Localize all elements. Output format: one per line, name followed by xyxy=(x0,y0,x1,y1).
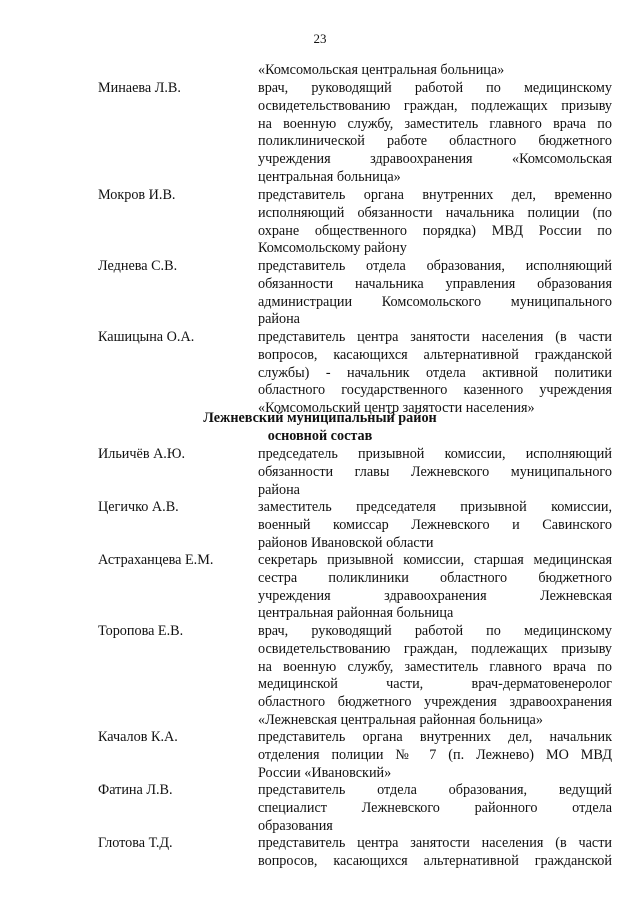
member-name: Цегичко А.В. xyxy=(98,499,179,515)
member-name: Астраханцева Е.М. xyxy=(98,552,214,568)
member-role xyxy=(258,499,612,552)
desc-line: вопросов, касающихся альтернативной гражданской xyxy=(258,852,612,869)
desc-line: «Комсомольский центр занятости населения» xyxy=(258,400,535,417)
desc-line: отделения полиции № 7 (п. Лежнево) МО МВД xyxy=(258,746,612,763)
desc-line: областного государственного казенного учреждения xyxy=(258,382,612,399)
desc-line: центральная больница» xyxy=(258,168,401,185)
desc-line: администрации Комсомольского муниципального xyxy=(258,293,612,310)
desc-line: представитель органа внутренних дел, временно xyxy=(258,187,612,203)
member-role xyxy=(258,258,612,329)
member-role xyxy=(258,782,612,835)
member-name: Минаева Л.В. xyxy=(98,80,181,96)
member-name: Фатина Л.В. xyxy=(98,782,173,798)
member-name: Мокров И.В. xyxy=(98,187,176,203)
desc-line: представитель отдела образования, ведущий xyxy=(258,782,612,798)
desc-line: заместитель председателя призывной комиссии, xyxy=(258,499,612,515)
member-name: Торопова Е.В. xyxy=(98,623,184,639)
member-role xyxy=(258,552,612,623)
member-role xyxy=(258,187,612,258)
desc-line: врач, руководящий работой по медицинскому xyxy=(258,80,612,96)
member-role xyxy=(258,729,612,782)
member-name: Кашицына О.А. xyxy=(98,329,195,345)
desc-line: областного бюджетного учреждения здравоохранения xyxy=(258,694,612,711)
desc-line: учреждения здравоохранения «Комсомольская xyxy=(258,151,612,168)
member-role xyxy=(258,80,612,187)
desc-line: центральная районная больница xyxy=(258,605,454,622)
desc-line: охране общественного порядка) МВД России по xyxy=(258,222,612,239)
desc-line: представитель органа внутренних дел, начальник xyxy=(258,729,612,745)
desc-line: врач, руководящий работой по медицинскому xyxy=(258,623,612,639)
desc-line: обязанности начальника управления образования xyxy=(258,275,612,292)
member-role xyxy=(258,835,612,871)
member-name: Глотова Т.Д. xyxy=(98,835,173,851)
desc-line: специалист Лежневского районного отдела xyxy=(258,799,612,816)
desc-line: поликлинической работе областного бюджетного xyxy=(258,133,612,150)
member-role xyxy=(258,446,612,499)
desc-line: освидетельствованию граждан, подлежащих призыву xyxy=(258,640,612,657)
desc-line: обязанности главы Лежневского муниципального xyxy=(258,463,612,480)
member-role xyxy=(258,623,612,730)
desc-line: района xyxy=(258,311,300,328)
desc-line: на военную службу, заместитель главного врача по xyxy=(258,658,612,675)
desc-line: службы) - начальник отдела активной политики xyxy=(258,364,612,381)
desc-line: вопросов, касающихся альтернативной гражданской xyxy=(258,346,612,363)
member-role xyxy=(258,329,612,418)
member-name: Леднева С.В. xyxy=(98,258,178,274)
desc-line: «Лежневская центральная районная больница» xyxy=(258,711,543,728)
desc-line: образования xyxy=(258,817,333,834)
desc-line: Комсомольскому району xyxy=(258,240,407,257)
desc-line: районов Ивановской области xyxy=(258,534,434,551)
page-number: 23 xyxy=(313,31,327,46)
member-name: Ильичёв А.Ю. xyxy=(98,446,185,462)
desc-line: председатель призывной комиссии, исполняющий xyxy=(258,446,612,462)
member-name: Качалов К.А. xyxy=(98,729,178,745)
desc-line: представитель отдела образования, исполняющий xyxy=(258,258,612,274)
desc-line: России «Ивановский» xyxy=(258,764,392,781)
desc-line: учреждения здравоохранения Лежневская xyxy=(258,587,612,604)
desc-line: секретарь призывной комиссии, старшая медицинская xyxy=(258,552,612,568)
desc-line: представитель центра занятости населения (в части xyxy=(258,835,612,851)
continuation-text xyxy=(258,62,612,80)
section-subtitle: основной состав xyxy=(267,428,373,444)
desc-line: освидетельствованию граждан, подлежащих призыву xyxy=(258,97,612,114)
desc-line: исполняющий обязанности начальника полиции (по xyxy=(258,204,612,221)
desc-line: представитель центра занятости населения (в части xyxy=(258,329,612,345)
desc-line: на военную службу, заместитель главного врача по xyxy=(258,115,612,132)
desc-line: военный комиссар Лежневского и Савинского xyxy=(258,516,612,533)
desc-line: района xyxy=(258,481,300,498)
desc-line: «Комсомольская центральная больница» xyxy=(258,62,505,78)
desc-line: сестра поликлиники областного бюджетного xyxy=(258,569,612,586)
desc-line: медицинской части, врач-дерматовенеролог xyxy=(258,676,612,693)
section-title: Лежневский муниципальный район xyxy=(203,410,437,426)
